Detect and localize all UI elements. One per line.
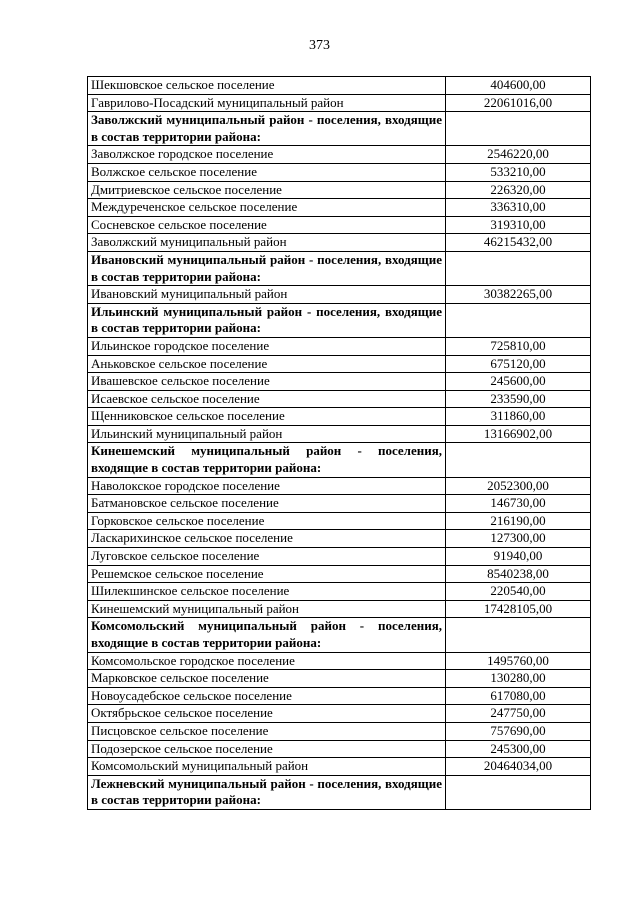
amount-cell: 617080,00 [446,687,591,705]
settlement-name-cell: Заволжское городское поселение [88,146,446,164]
table-row [88,390,591,408]
table-row [88,355,591,373]
table-row [88,425,591,443]
settlement-name-cell: Кинешемский муниципальный район [88,600,446,618]
amount-cell [446,251,591,285]
settlement-name-cell: Горковское сельское поселение [88,512,446,530]
table-row [88,408,591,426]
district-header-row [88,251,591,285]
table-row [88,565,591,583]
table-row [88,373,591,391]
table-row [88,740,591,758]
settlement-name-cell: Писцовское сельское поселение [88,722,446,740]
amount-cell: 91940,00 [446,548,591,566]
table-row [88,199,591,217]
amount-cell: 533210,00 [446,163,591,181]
settlement-name-cell: Ивашевское сельское поселение [88,373,446,391]
settlement-name-cell: Сосневское сельское поселение [88,216,446,234]
table-row [88,163,591,181]
amount-cell [446,112,591,146]
settlement-name-cell: Комсомольский муниципальный район [88,758,446,776]
table-body [88,77,591,810]
amount-cell: 1495760,00 [446,652,591,670]
district-header-cell: Комсомольский муниципальный район - поселения, входящие в состав территории района: [88,618,446,652]
district-header-row [88,618,591,652]
settlement-name-cell: Марковское сельское поселение [88,670,446,688]
table-row [88,337,591,355]
amount-cell: 216190,00 [446,512,591,530]
amount-cell: 404600,00 [446,77,591,95]
settlement-name-cell: Луговское сельское поселение [88,548,446,566]
amount-cell: 336310,00 [446,199,591,217]
amount-cell: 130280,00 [446,670,591,688]
table-row [88,705,591,723]
amount-cell: 127300,00 [446,530,591,548]
table-row [88,286,591,304]
amount-cell [446,443,591,477]
budget-table [87,76,591,810]
table-row [88,687,591,705]
district-header-row [88,775,591,809]
settlement-name-cell: Ивановский муниципальный район [88,286,446,304]
settlement-name-cell: Дмитриевское сельское поселение [88,181,446,199]
settlement-name-cell: Шекшовское сельское поселение [88,77,446,95]
district-header-cell: Ильинский муниципальный район - поселения, входящие в состав территории района: [88,303,446,337]
amount-cell: 245600,00 [446,373,591,391]
settlement-name-cell: Комсомольское городское поселение [88,652,446,670]
amount-cell: 226320,00 [446,181,591,199]
amount-cell: 30382265,00 [446,286,591,304]
amount-cell: 46215432,00 [446,234,591,252]
table-row [88,234,591,252]
amount-cell: 220540,00 [446,583,591,601]
district-header-row [88,112,591,146]
table-row [88,758,591,776]
table-row [88,583,591,601]
amount-cell: 146730,00 [446,495,591,513]
settlement-name-cell: Наволокское городское поселение [88,477,446,495]
table-row [88,495,591,513]
amount-cell: 17428105,00 [446,600,591,618]
settlement-name-cell: Гаврилово-Посадский муниципальный район [88,94,446,112]
settlement-name-cell: Щенниковское сельское поселение [88,408,446,426]
table-row [88,477,591,495]
settlement-name-cell: Шилекшинское сельское поселение [88,583,446,601]
amount-cell: 675120,00 [446,355,591,373]
table-row [88,146,591,164]
settlement-name-cell: Заволжский муниципальный район [88,234,446,252]
table-row [88,722,591,740]
settlement-name-cell: Решемское сельское поселение [88,565,446,583]
district-header-cell: Кинешемский муниципальный район - поселения, входящие в состав территории района: [88,443,446,477]
amount-cell: 725810,00 [446,337,591,355]
amount-cell: 20464034,00 [446,758,591,776]
district-header-cell: Ивановский муниципальный район - поселения, входящие в состав территории района: [88,251,446,285]
settlement-name-cell: Междуреченское сельское поселение [88,199,446,217]
amount-cell: 2052300,00 [446,477,591,495]
amount-cell [446,775,591,809]
amount-cell: 13166902,00 [446,425,591,443]
table-row [88,600,591,618]
district-header-row [88,443,591,477]
amount-cell: 2546220,00 [446,146,591,164]
table-row [88,548,591,566]
table-row [88,77,591,95]
settlement-name-cell: Новоусадебское сельское поселение [88,687,446,705]
amount-cell: 319310,00 [446,216,591,234]
settlement-name-cell: Ильинское городское поселение [88,337,446,355]
table-row [88,181,591,199]
table-row [88,670,591,688]
amount-cell: 757690,00 [446,722,591,740]
settlement-name-cell: Волжское сельское поселение [88,163,446,181]
page-number: 373 [309,38,330,53]
table-row [88,652,591,670]
table-row [88,512,591,530]
amount-cell: 247750,00 [446,705,591,723]
table-row [88,530,591,548]
settlement-name-cell: Батмановское сельское поселение [88,495,446,513]
district-header-cell: Лежневский муниципальный район - поселения, входящие в состав территории района: [88,775,446,809]
settlement-name-cell: Подозерское сельское поселение [88,740,446,758]
amount-cell: 8540238,00 [446,565,591,583]
table-row [88,216,591,234]
amount-cell: 22061016,00 [446,94,591,112]
settlement-name-cell: Исаевское сельское поселение [88,390,446,408]
settlement-name-cell: Ильинский муниципальный район [88,425,446,443]
amount-cell: 245300,00 [446,740,591,758]
district-header-cell: Заволжский муниципальный район - поселения, входящие в состав территории района: [88,112,446,146]
amount-cell [446,618,591,652]
district-header-row [88,303,591,337]
table-row [88,94,591,112]
settlement-name-cell: Аньковское сельское поселение [88,355,446,373]
amount-cell: 233590,00 [446,390,591,408]
amount-cell: 311860,00 [446,408,591,426]
amount-cell [446,303,591,337]
settlement-name-cell: Ласкарихинское сельское поселение [88,530,446,548]
settlement-name-cell: Октябрьское сельское поселение [88,705,446,723]
